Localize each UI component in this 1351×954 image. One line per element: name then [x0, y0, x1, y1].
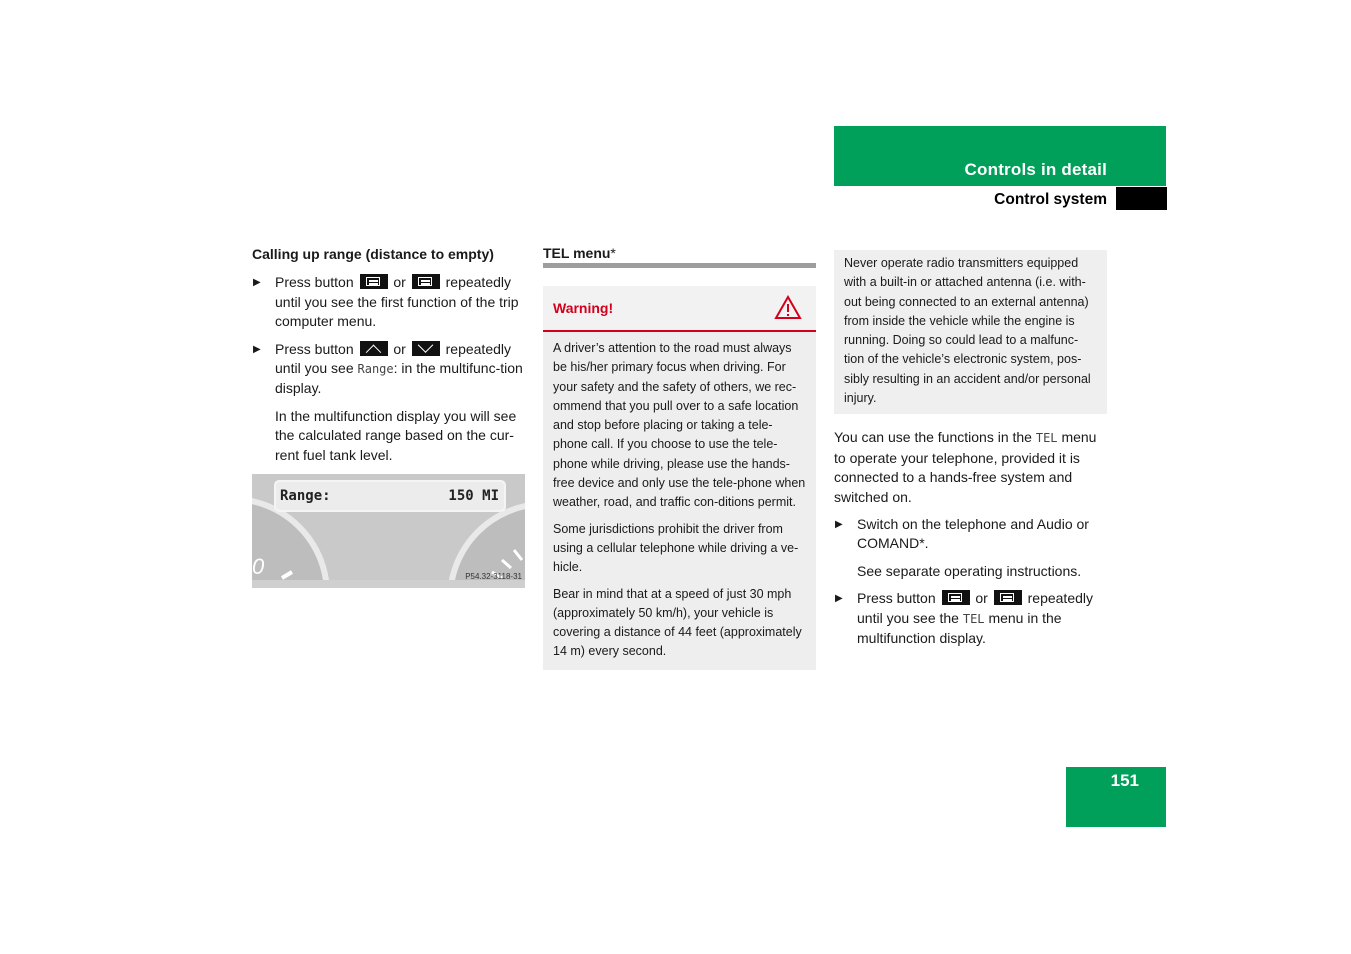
section-title: Controls in detail: [964, 160, 1107, 179]
page-forward-button-icon: [994, 590, 1022, 605]
bullet-arrow-icon: ▶: [253, 277, 261, 289]
step-text: repeatedly until you see the: [857, 590, 1094, 626]
tel-menu-heading: [543, 245, 816, 261]
intro-text: You can use the functions in the: [834, 429, 1032, 446]
step-text: Press button: [275, 340, 354, 357]
tel-step-2: [834, 589, 1107, 648]
range-heading: Calling up range (distance to empty): [252, 246, 494, 262]
page-number: 151: [1110, 771, 1139, 790]
column-tel-warning: [543, 245, 816, 670]
step-text: Switch on the telephone and Audio or COMAND*.: [857, 516, 1089, 552]
column-range: [252, 245, 527, 588]
range-step-2: [252, 340, 527, 399]
header-tab-marker: [1116, 187, 1167, 210]
up-button-icon: [360, 341, 388, 356]
tel-step-1: [834, 515, 1107, 554]
range-paragraph: In the multifunction display you will see the calculated range based on the cur-rent fuel tank level.: [275, 407, 517, 463]
bullet-arrow-icon: ▶: [835, 593, 843, 605]
warning-paragraph-2: Some jurisdictions prohibit the driver from using a cellular telephone while driving a ve-hicle.: [553, 521, 799, 575]
warning-paragraph-1: A driver’s attention to the road must always be his/her primary focus when driving. For your safety and the safety of others, we rec-ommend that you pull over to a safe location and stop before placing or taking a tele-phone call. If you choose to use the tele-phone while driving, please use the hands-free device and only use the tele-phone when weather, road, and traffic con-ditions permit.: [553, 341, 806, 510]
tel-heading-asterisk: *: [610, 245, 616, 261]
step-text: Press button: [275, 274, 354, 291]
display-code-range: Range: [357, 362, 394, 377]
step-text: or: [393, 340, 406, 357]
display-code-tel: TEL: [1035, 431, 1058, 446]
display-label: Range:: [280, 488, 331, 505]
page-back-button-icon: [360, 274, 388, 289]
svg-text:0: 0: [252, 554, 265, 580]
step-text: repeatedly until you see the first function of the trip computer menu.: [275, 274, 519, 330]
step-text: or: [393, 274, 406, 291]
page-forward-button-icon: [412, 274, 440, 289]
figure-code: P54.32-3118-31: [465, 571, 522, 581]
warning-header: [543, 286, 816, 332]
multifunction-display-figure: [252, 474, 525, 588]
subsection-title: Control system: [994, 191, 1107, 208]
warning-body: [543, 332, 816, 670]
warning-box: [543, 286, 816, 670]
tel-heading-text: TEL menu: [543, 245, 611, 261]
column-tel-instructions: [834, 250, 1107, 656]
display-code-tel: TEL: [962, 611, 985, 626]
note-box: Never operate radio transmitters equipped with a built-in or attached antenna (i.e. with-out being connected to an external antenna) from inside the vehicle while the engine is running. Doing so could lead to a malfunc-tion of the vehicle’s electronic system, pos-sibly resulting in an accident and/or personal injury.: [834, 250, 1107, 414]
step-text: menu in the multifunction display.: [857, 609, 1062, 647]
page-back-button-icon: [942, 590, 970, 605]
step-text: : in the multifunc-tion display.: [275, 360, 523, 397]
down-button-icon: [412, 341, 440, 356]
display-value: 150 MI: [448, 488, 499, 505]
warning-triangle-icon: [774, 295, 802, 320]
warning-title: Warning!: [553, 300, 614, 316]
range-step-1: [252, 273, 527, 331]
display-screen: [276, 482, 504, 510]
heading-rule: [543, 263, 816, 268]
step-text: repeatedly until you see: [275, 340, 512, 377]
warning-paragraph-3: Bear in mind that at a speed of just 30 mph (approximately 50 km/h), your vehicle is covering a distance of 44 feet (approximately 14 m) every second.: [553, 586, 802, 659]
tel-paragraph: See separate operating instructions.: [857, 562, 1082, 579]
tel-intro-paragraph: [834, 428, 1107, 507]
step-text: or: [975, 590, 988, 607]
intro-text: menu to operate your telephone, provided it is connected to a hands-free system and switched on.: [834, 429, 1097, 505]
step-text: Press button: [857, 590, 936, 607]
bullet-arrow-icon: ▶: [253, 343, 261, 355]
bullet-arrow-icon: ▶: [835, 519, 843, 530]
